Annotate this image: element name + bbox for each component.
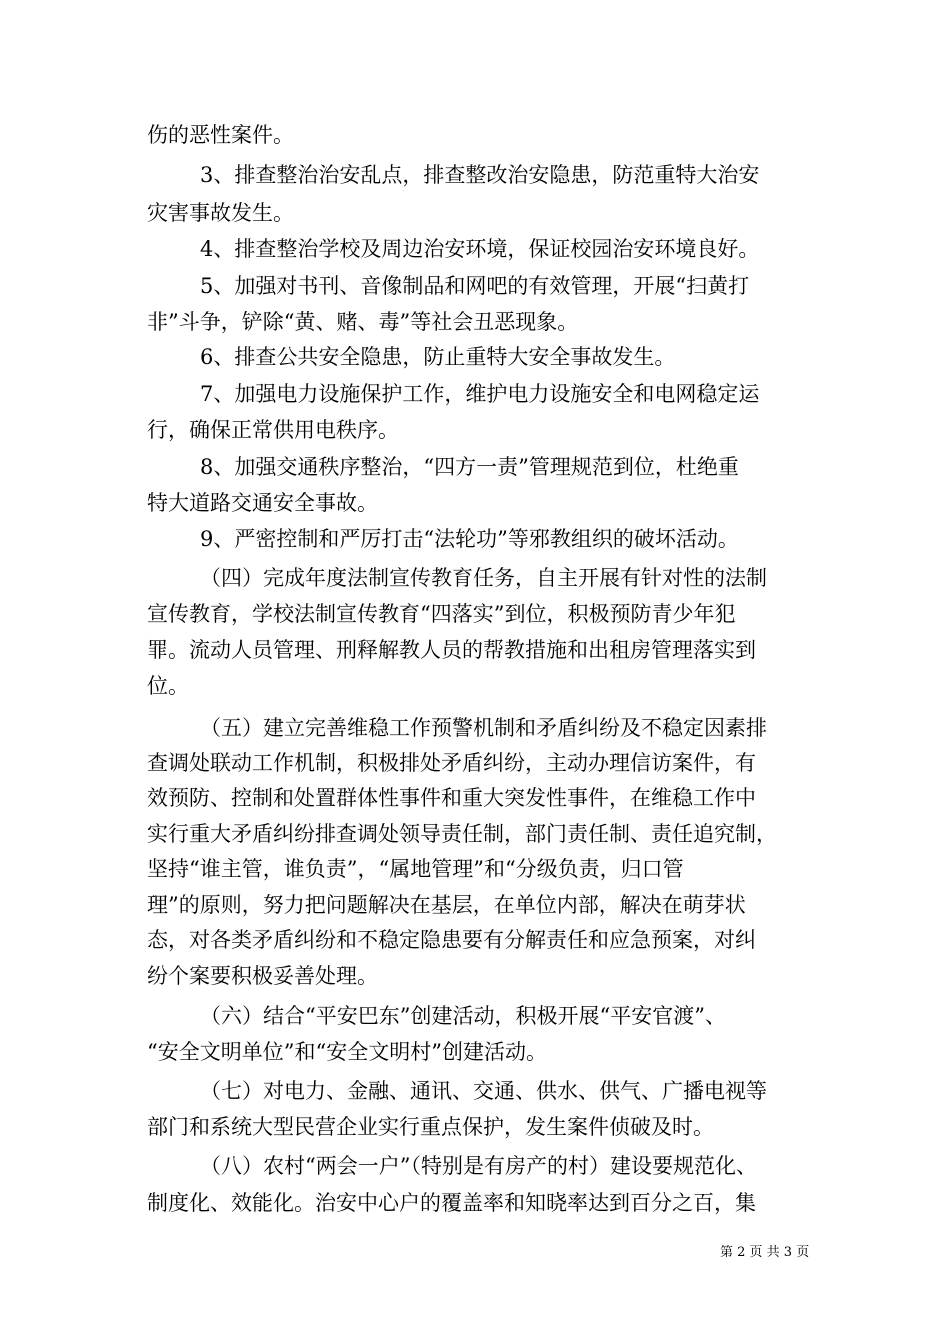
text-line: 行，确保正常供用电秩序。 — [147, 418, 399, 442]
text-line: （四）完成年度法制宣传教育任务，自主开展有针对性的法制 — [200, 566, 767, 590]
text-line: 理”的原则，努力把问题解决在基层，在单位内部，解决在萌芽状 — [147, 893, 746, 917]
text-line: 特大道路交通安全事故。 — [147, 491, 378, 515]
text-line: “安全文明单位”和“安全文明村”创建活动。 — [147, 1040, 547, 1064]
text-line: 罪。流动人员管理、刑释解教人员的帮教措施和出租房管理落实到 — [147, 638, 756, 662]
text-line: （八）农村“两会一户”（特别是有房产的村）建设要规范化、 — [200, 1154, 757, 1178]
text-line: 纷个案要积极妥善处理。 — [147, 964, 378, 988]
text-line: 3、排查整治治安乱点，排查整改治安隐患，防范重特大治安 — [200, 163, 760, 187]
text-line: 部门和系统大型民营企业实行重点保护，发生案件侦破及时。 — [147, 1115, 714, 1139]
text-line: 8、加强交通秩序整治，“四方一责”管理规范到位，杜绝重 — [200, 455, 739, 479]
text-line: 坚持“谁主管，谁负责”，“属地管理”和“分级负责，归口管 — [147, 857, 684, 881]
text-line: 位。 — [147, 674, 189, 698]
text-line: 态，对各类矛盾纠纷和不稳定隐患要有分解责任和应急预案，对纠 — [147, 928, 756, 952]
text-line: 伤的恶性案件。 — [147, 123, 294, 147]
text-line: 7、加强电力设施保护工作，维护电力设施安全和电网稳定运 — [200, 382, 760, 406]
text-line: 灾害事故发生。 — [147, 201, 294, 225]
text-line: 6、排查公共安全隐患，防止重特大安全事故发生。 — [200, 345, 676, 369]
text-line: 效预防、控制和处置群体性事件和重大突发性事件，在维稳工作中 — [147, 786, 756, 810]
text-line: 制度化、效能化。治安中心户的覆盖率和知晓率达到百分之百，集 — [147, 1191, 756, 1215]
text-line: 5、加强对书刊、音像制品和网吧的有效管理，开展“扫黄打 — [200, 274, 750, 298]
text-line: （五）建立完善维稳工作预警机制和矛盾纠纷及不稳定因素排 — [200, 716, 767, 740]
page-number: 第 2 页 共 3 页 — [720, 1245, 810, 1260]
text-line: （七）对电力、金融、通讯、交通、供水、供气、广播电视等 — [200, 1079, 767, 1103]
text-line: 4、排查整治学校及周边治安环境，保证校园治安环境良好。 — [200, 237, 760, 261]
text-line: 实行重大矛盾纠纷排查调处领导责任制，部门责任制、责任追究制， — [147, 822, 777, 846]
text-line: 宣传教育，学校法制宣传教育“四落实”到位，积极预防青少年犯 — [147, 602, 736, 626]
text-line: （六）结合“平安巴东”创建活动，积极开展“平安官渡”、 — [200, 1004, 726, 1028]
text-line: 9、严密控制和严厉打击“法轮功”等邪教组织的破坏活动。 — [200, 527, 739, 551]
text-line: 非”斗争，铲除“黄、赌、毒”等社会丑恶现象。 — [147, 310, 579, 334]
text-line: 查调处联动工作机制，积极排处矛盾纠纷，主动办理信访案件，有 — [147, 751, 756, 775]
